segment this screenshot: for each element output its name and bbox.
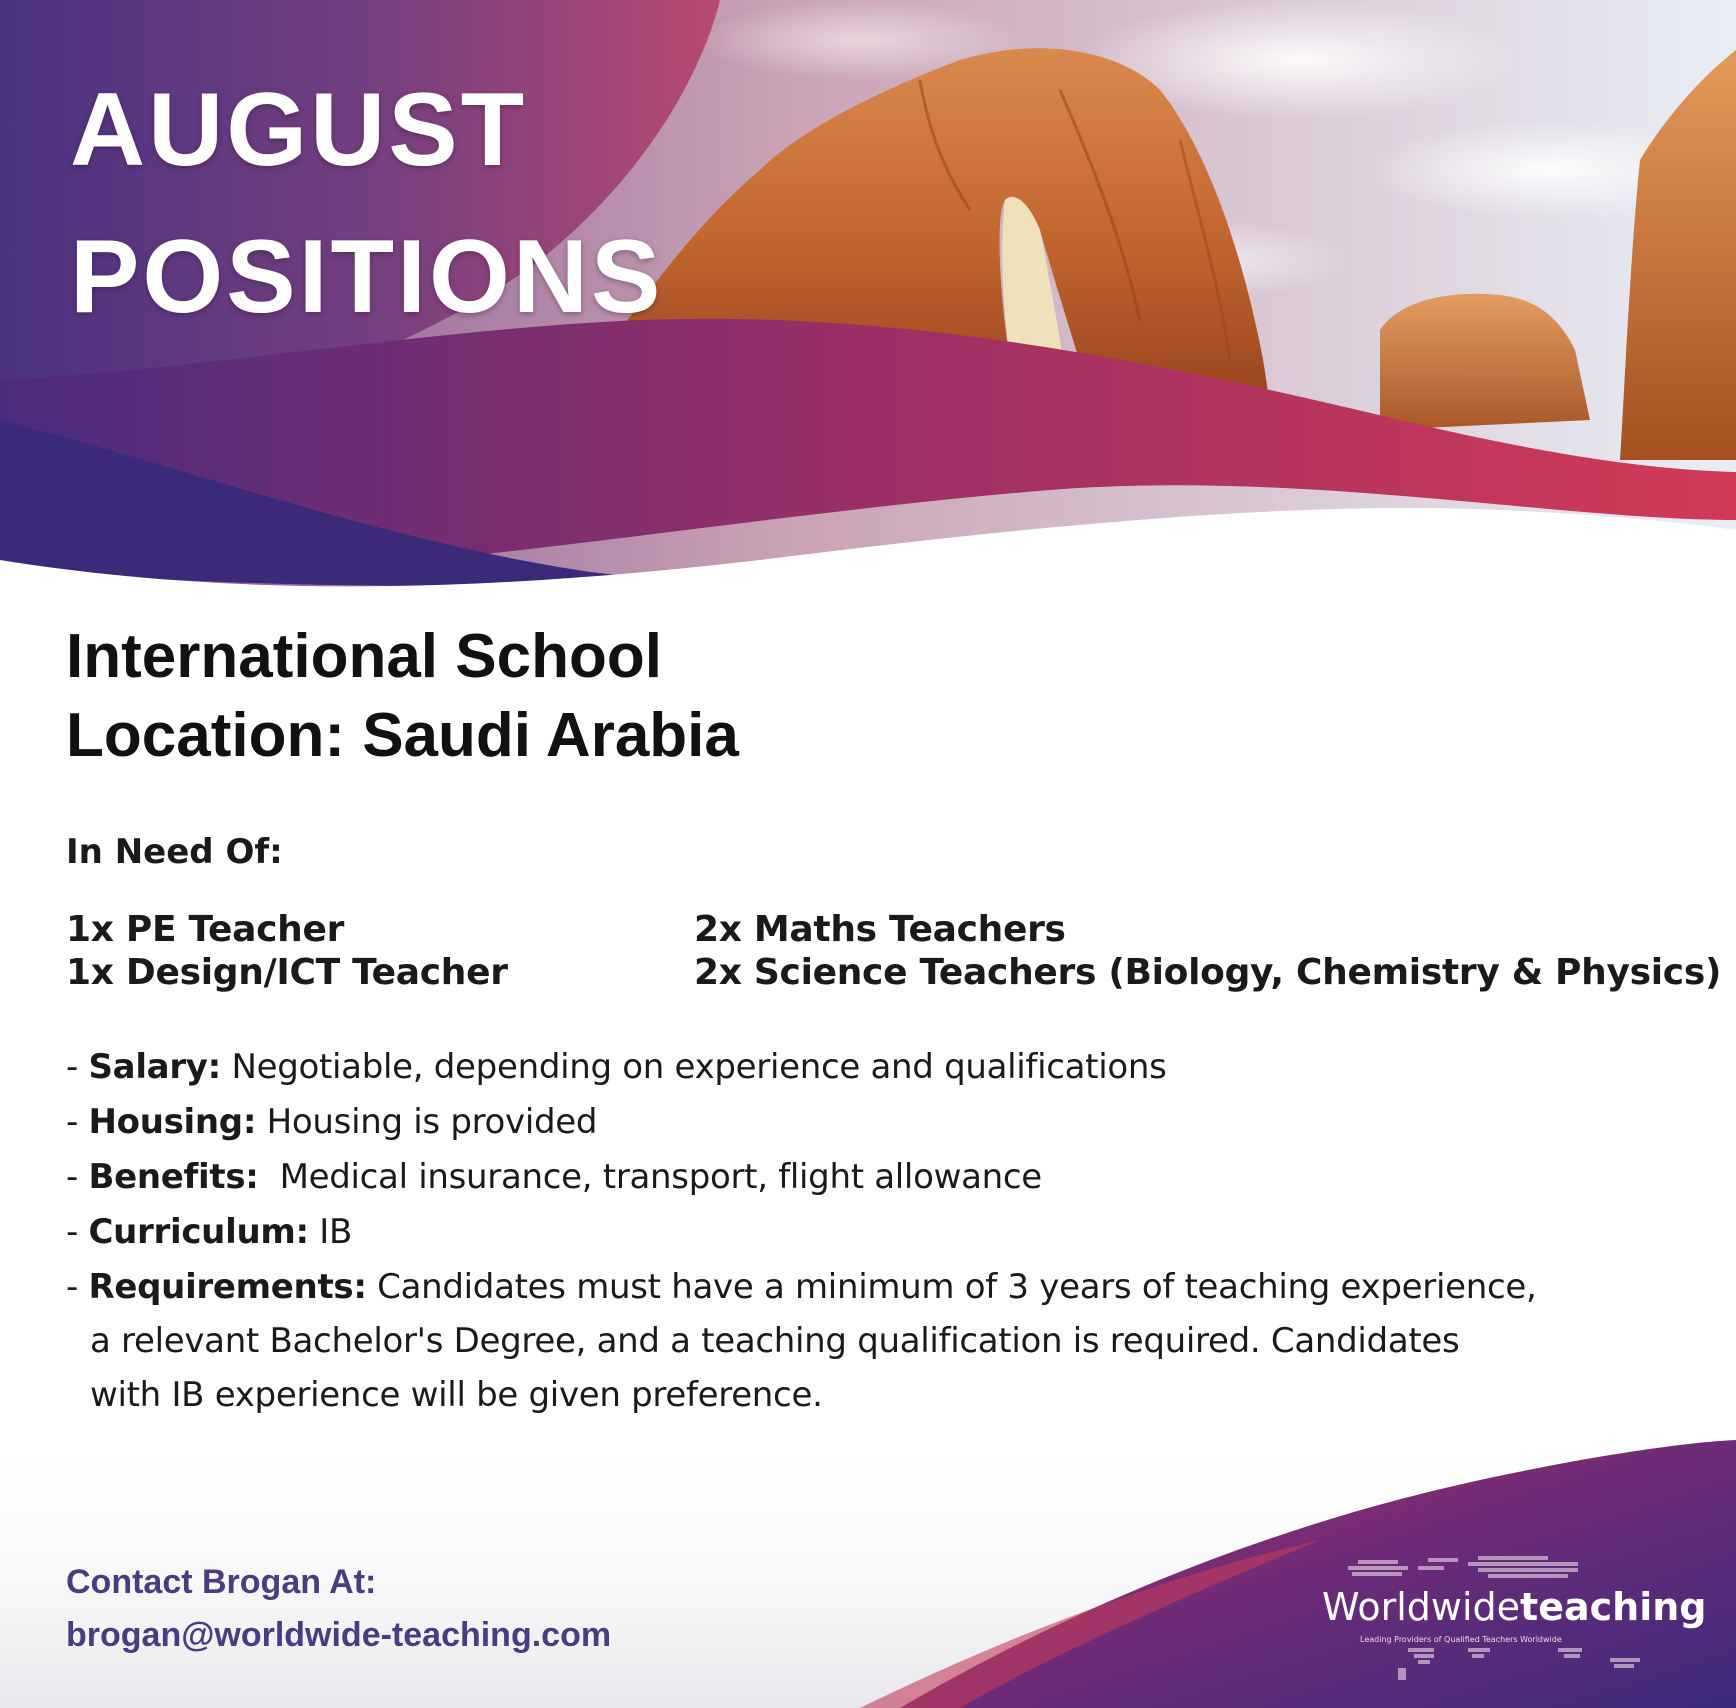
position-item: 2x Maths Teachers — [694, 909, 1066, 950]
worldwide-teaching-logo — [1318, 1552, 1707, 1687]
detail-value: IB — [319, 1212, 353, 1252]
school-location: Location: Saudi Arabia — [66, 701, 739, 770]
position-item: 1x PE Teacher — [66, 909, 345, 950]
detail-value: Negotiable, depending on experience and qualifications — [231, 1047, 1167, 1087]
detail-housing: - Housing: Housing is provided — [66, 1102, 598, 1142]
contact-heading: Contact Brogan At: — [66, 1563, 377, 1601]
position-item: 2x Science Teachers (Biology, Chemistry & Physics) — [694, 952, 1722, 993]
detail-label: Curriculum: — [88, 1212, 309, 1252]
logo-wordmark — [1322, 1585, 1707, 1629]
headline-line-1: AUGUST — [70, 72, 528, 188]
headline-line-2: POSITIONS — [70, 219, 664, 335]
detail-value: Housing is provided — [266, 1102, 598, 1142]
detail-label: Salary: — [88, 1047, 221, 1087]
logo-word-bold: teaching — [1520, 1585, 1707, 1629]
requirements-line-2: a relevant Bachelor's Degree, and a teaching qualification is required. Candidates — [90, 1321, 1460, 1361]
detail-label: Housing: — [88, 1102, 257, 1142]
detail-salary: - Salary: Negotiable, depending on experience and qualifications — [66, 1047, 1167, 1087]
detail-requirements: - Requirements: Candidates must have a minimum of 3 years of teaching experience, a relevant Bachelor's Degree, and a teaching qualification is required. Candidates with IB experience will be given preference. — [66, 1260, 1666, 1422]
school-name: International School — [66, 622, 662, 691]
position-item: 1x Design/ICT Teacher — [66, 952, 508, 993]
need-label: In Need Of: — [66, 832, 283, 872]
detail-curriculum: - Curriculum: IB — [66, 1212, 353, 1252]
detail-benefits: - Benefits: Medical insurance, transport, flight allowance — [66, 1157, 1042, 1197]
requirements-line-1: Candidates must have a minimum of 3 years of teaching experience, — [377, 1267, 1537, 1307]
requirements-line-3: with IB experience will be given preference. — [90, 1375, 823, 1415]
detail-label: Benefits: — [88, 1157, 259, 1197]
detail-label: Requirements: — [88, 1267, 367, 1307]
logo-word-regular: Worldwide — [1322, 1585, 1521, 1629]
contact-email[interactable]: brogan@worldwide-teaching.com — [66, 1616, 612, 1654]
logo-tagline: Leading Providers of Qualified Teachers Worldwide — [1360, 1635, 1562, 1644]
detail-value: Medical insurance, transport, flight allowance — [279, 1157, 1042, 1197]
